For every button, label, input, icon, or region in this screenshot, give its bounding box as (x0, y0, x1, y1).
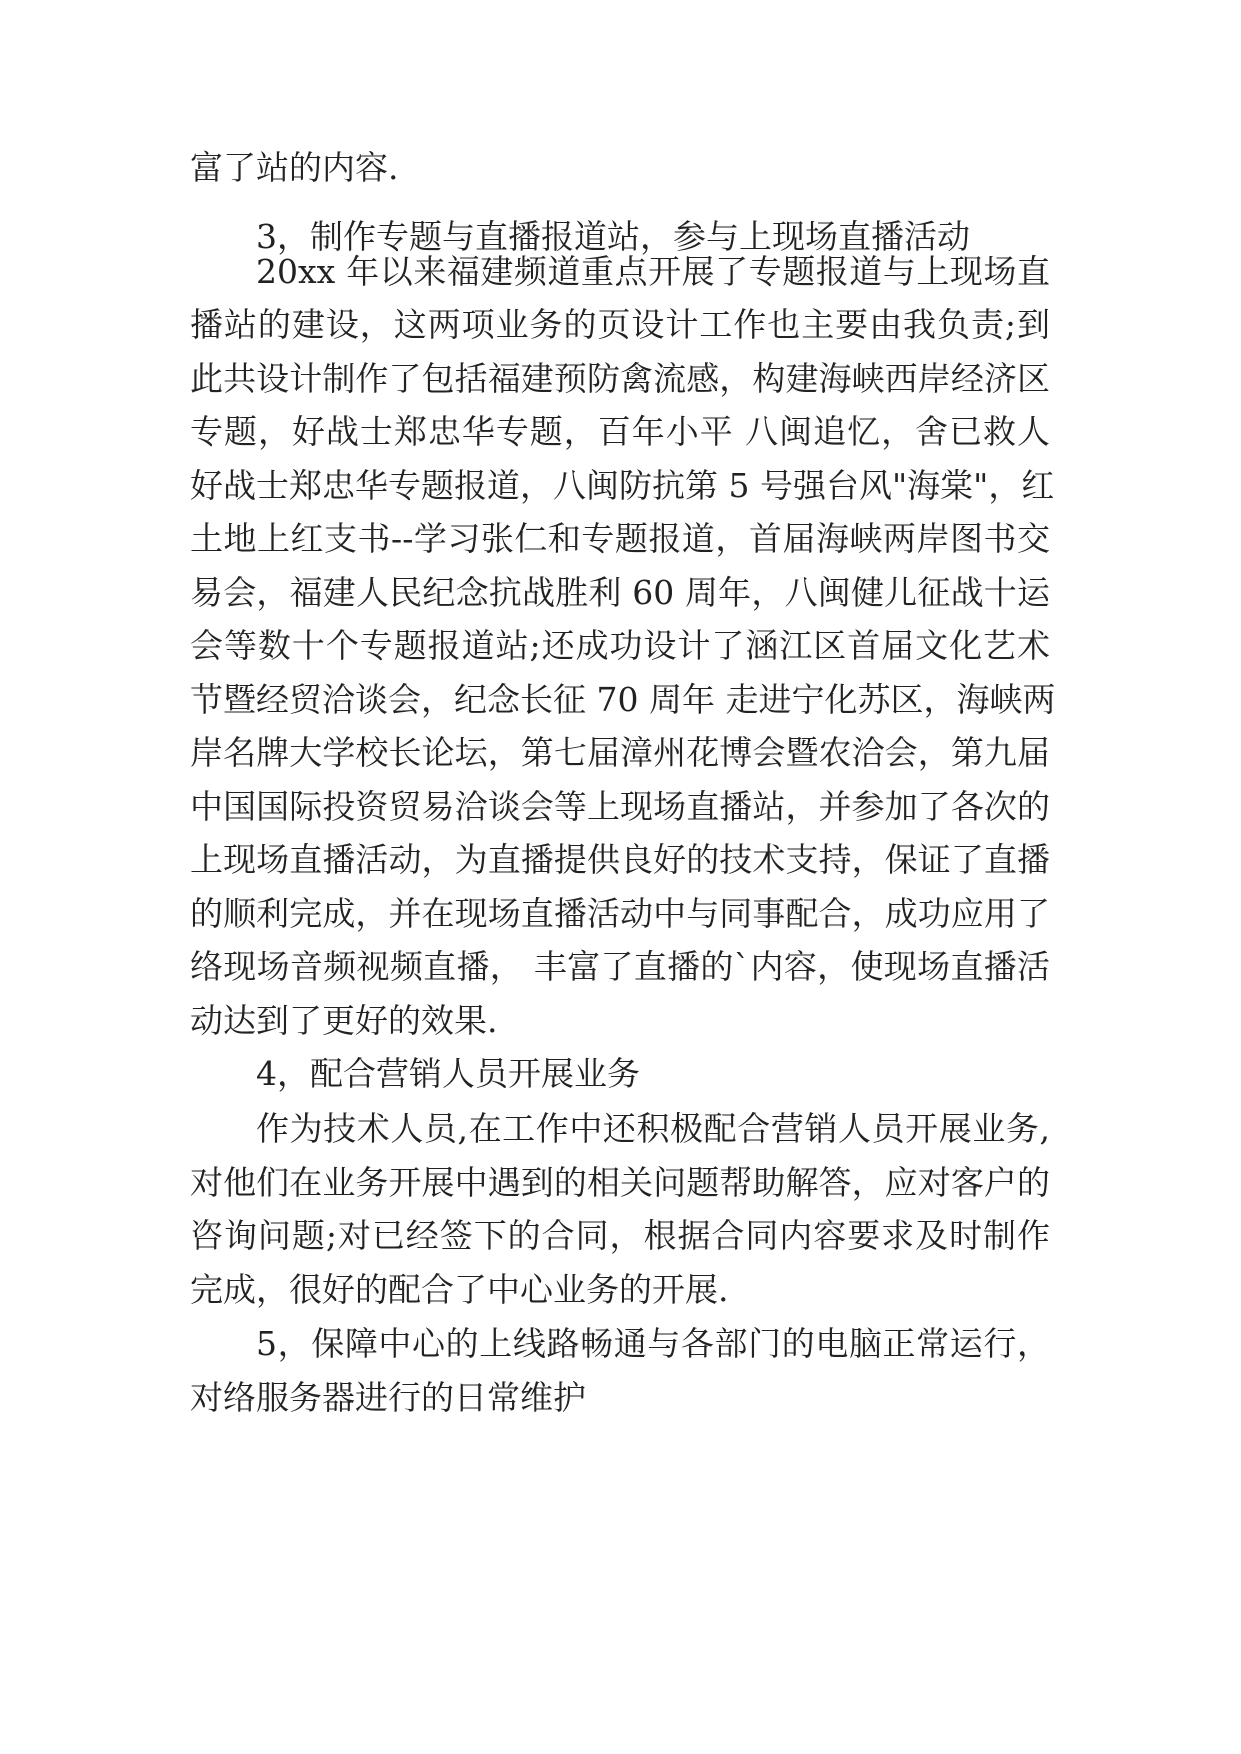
text-line: 络现场音频视频直播， 丰富了直播的`内容，使现场直播活 (190, 947, 1050, 986)
text-line: 播站的建设，这两项业务的页设计工作也主要由我负责;到 (190, 305, 1050, 344)
text-line: 节暨经贸洽谈会，纪念长征 70 周年 走进宁化苏区，海峡两 (190, 680, 1056, 719)
text-line: 中国国际投资贸易洽谈会等上现场直播站，并参加了各次的 (190, 787, 1050, 826)
text-line: 作为技术人员,在工作中还积极配合营销人员开展业务, (256, 1109, 1050, 1148)
section-heading-5: 5，保障中心的上线路畅通与各部门的电脑正常运行， (256, 1324, 1050, 1363)
text-line: 完成，很好的配合了中心业务的开展. (190, 1270, 729, 1309)
text-line: 富了站的内容. (190, 148, 399, 187)
text-line: 对他们在业务开展中遇到的相关问题帮助解答，应对客户的 (190, 1163, 1050, 1202)
text-line: 的顺利完成，并在现场直播活动中与同事配合，成功应用了 (190, 894, 1050, 933)
text-line: 此共设计制作了包括福建预防禽流感，构建海峡西岸经济区 (190, 359, 1050, 398)
text-line: 专题，好战士郑忠华专题，百年小平 八闽追忆，舍已救人 (190, 412, 1050, 451)
section-heading-4: 4，配合营销人员开展业务 (256, 1054, 640, 1093)
text-line: 土地上红支书--学习张仁和专题报道，首届海峡两岸图书交 (190, 519, 1050, 558)
text-line: 上现场直播活动，为直播提供良好的技术支持，保证了直播 (190, 840, 1050, 879)
text-line: 对络服务器进行的日常维护 (190, 1378, 586, 1417)
text-line: 岸名牌大学校长论坛，第七届漳州花博会暨农洽会，第九届 (190, 733, 1050, 772)
text-line: 易会，福建人民纪念抗战胜利 60 周年，八闽健儿征战十运 (190, 573, 1050, 612)
section-heading-3: 3，制作专题与直播报道站，参与上现场直播活动 (256, 217, 970, 256)
text-line: 咨询问题;对已经签下的合同，根据合同内容要求及时制作 (190, 1216, 1050, 1255)
text-line: 好战士郑忠华专题报道，八闽防抗第 5 号强台风"海棠"，红 (190, 466, 1055, 505)
text-line: 动达到了更好的效果. (190, 1001, 498, 1040)
text-line: 20xx 年以来福建频道重点开展了专题报道与上现场直 (256, 252, 1050, 291)
text-line: 会等数十个专题报道站;还成功设计了涵江区首届文化艺术 (190, 626, 1050, 665)
